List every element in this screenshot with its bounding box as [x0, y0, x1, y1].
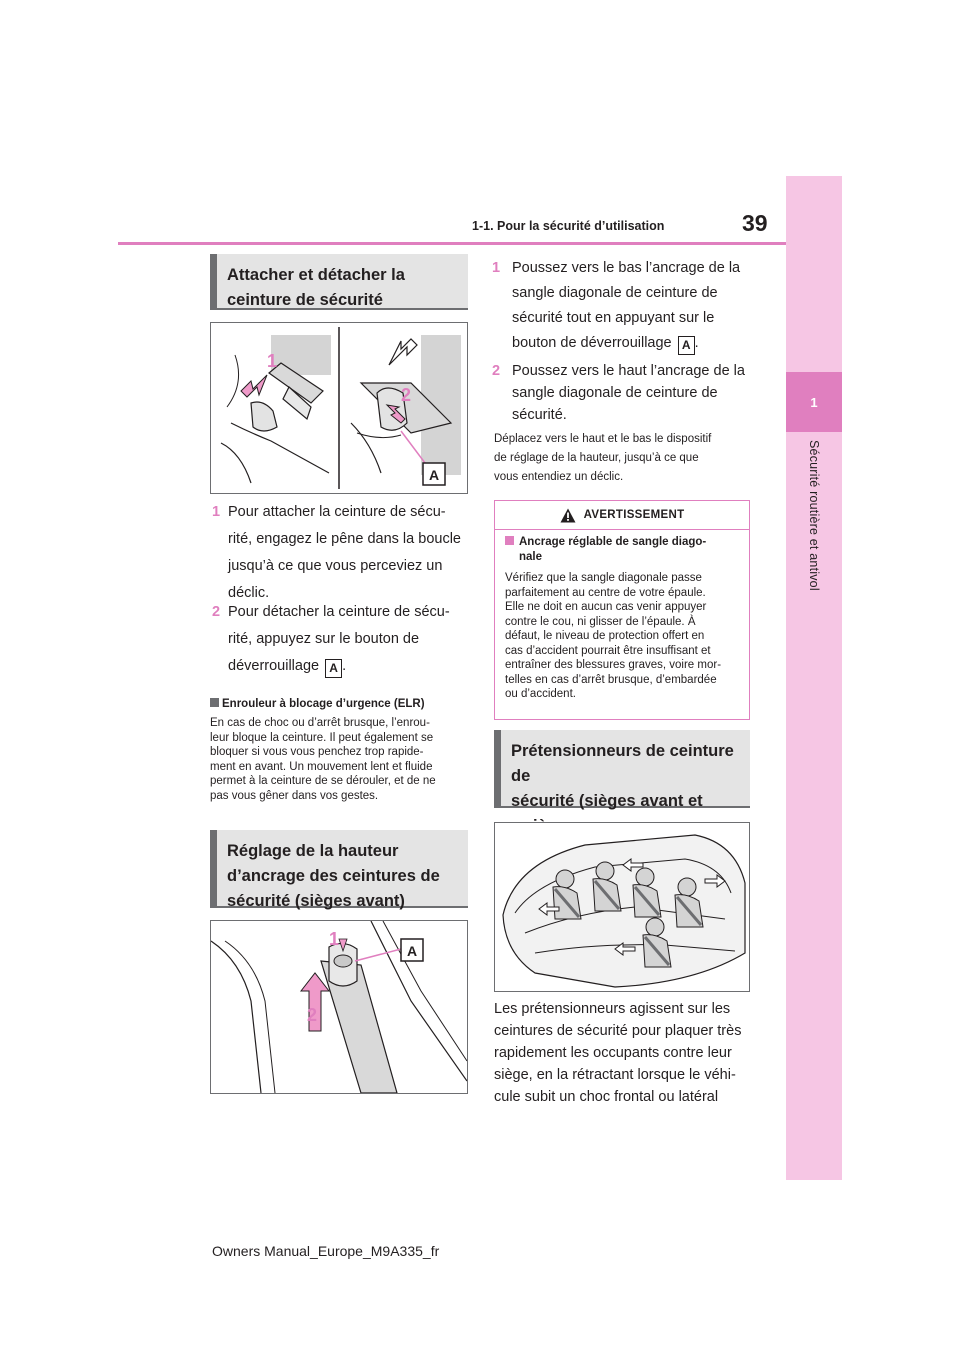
warning-line: cas d’accident pourrait être insuffisant et: [505, 644, 711, 657]
right-step-2-line1: Poussez vers le haut l’ancrage de la: [512, 363, 745, 379]
left-step-2-line3-end: .: [342, 658, 347, 674]
release-button-a-label: A: [325, 659, 342, 678]
right-step-1-line2: sangle diagonale de ceinture de: [512, 285, 718, 301]
right-step-2-line2: sangle diagonale de ceinture de: [512, 385, 718, 401]
right-step-1-line4-wrap: [494, 331, 762, 356]
right-step-1-line4-end: .: [694, 335, 699, 351]
body-line: rapidement les occupants contre leur: [494, 1045, 732, 1061]
square-bullet-icon: [505, 536, 514, 545]
warning-line: entraîner des blessures graves, voire mor-: [505, 659, 722, 671]
body-line: siège, en la rétractant lorsque le véhi-: [494, 1067, 736, 1083]
note-line: de réglage de la hauteur, jusqu’à ce que: [494, 452, 699, 464]
chapter-side-tab: [786, 176, 842, 1180]
elr-line: ment en avant. Un mouvement lent et fluide: [210, 760, 433, 773]
right-step-1: [494, 256, 762, 356]
right-step-2: [494, 360, 762, 426]
warning-header: [495, 501, 749, 530]
figure-car-occupants: [494, 822, 750, 992]
left-step-2-line1: Pour détacher la ceinture de sécu-: [228, 604, 450, 620]
body-line: Les prétensionneurs agissent sur les: [494, 1001, 731, 1017]
warning-box: [494, 500, 750, 720]
warning-subtitle-line2: nale: [519, 551, 543, 563]
right-step-1-line3: sécurité tout en appuyant sur le: [512, 310, 715, 326]
elr-line: leur bloque la ceinture. Il peut également se: [210, 731, 434, 744]
heading-height-adjust-line: Réglage de la hauteur: [227, 842, 399, 860]
figure-buckle: [210, 322, 468, 494]
warning-line: Vérifiez que la sangle diagonale passe: [505, 572, 702, 584]
right-step-2-line3: sécurité.: [512, 407, 567, 423]
square-bullet-icon: [210, 698, 219, 707]
section-title: 1-1. Pour la sécurité d’utilisation: [472, 219, 665, 233]
page-number: 39: [742, 210, 768, 236]
chapter-title: Sécurité routière et antivol: [807, 440, 821, 591]
right-step-1-line1: Poussez vers le bas l’ancrage de la: [512, 260, 741, 276]
figure-anchor-height: [210, 920, 468, 1094]
left-step-1-line3: jusqu’à ce que vous perceviez un: [228, 558, 443, 574]
fig1-label-2: 2: [401, 385, 412, 405]
elr-line: permet à la ceinture de se dérouler, et de ne: [210, 775, 436, 787]
footer-doc-id: Owners Manual_Europe_M9A335_fr: [212, 1243, 440, 1259]
fig2-label-a: A: [406, 943, 418, 959]
car-cutaway-illustration: [495, 823, 749, 991]
left-step-2-number: 2: [212, 604, 221, 620]
chapter-number-tab[interactable]: 1: [786, 372, 842, 432]
body-line: ceintures de sécurité pour plaquer très: [494, 1023, 742, 1039]
fig1-label-1: 1: [267, 351, 278, 371]
warning-body: [505, 571, 741, 702]
heading-attach-detach-text: Attacher et détacher la ceinture de sécurité: [227, 266, 405, 309]
elr-line: bloquer si vous vous penchez trop rapide-: [210, 746, 424, 758]
warning-triangle-icon: [560, 508, 576, 523]
fig2-label-2: 2: [307, 1005, 318, 1025]
heading-pretensioners-line: sécurité (sièges avant et: [511, 792, 703, 810]
left-step-2-line3-wrap: [212, 653, 472, 680]
left-step-1-number: 1: [212, 504, 221, 520]
right-step-1-number: 1: [492, 260, 501, 276]
warning-line: ou d’accident.: [505, 688, 576, 700]
left-step-1: [212, 499, 472, 607]
left-step-2-line2: rité, appuyez sur le bouton de: [228, 631, 420, 647]
elr-text: [210, 716, 474, 803]
fig2-label-1: 1: [329, 929, 340, 949]
heading-height-adjust-line: d’ancrage des ceintures de: [227, 867, 440, 885]
warning-title: AVERTISSEMENT: [583, 509, 685, 521]
right-step-1-line4: bouton de déverrouillage: [512, 335, 672, 351]
left-step-2: [212, 599, 472, 680]
note-line: vous entendiez un déclic.: [494, 471, 624, 483]
warning-subtitle-line1: Ancrage réglable de sangle diago-: [519, 536, 707, 548]
heading-height-adjust: [210, 830, 468, 908]
warning-line: contre le cou, ni glisser de l’épaule. À: [505, 615, 696, 628]
elr-line: En cas de choc ou d’arrêt brusque, l’enrou-: [210, 717, 430, 729]
warning-subtitle: [505, 535, 741, 565]
height-adjust-note: [494, 430, 764, 487]
elr-title: Enrouleur à blocage d’urgence (ELR): [222, 698, 425, 710]
elr-line: pas vous gêner dans vos gestes.: [210, 789, 379, 802]
chapter-title-vertical: [786, 440, 842, 640]
heading-attach-detach: [210, 254, 468, 310]
left-step-1-line4: déclic.: [228, 585, 270, 601]
buckle-illustration: [211, 323, 467, 493]
warning-line: parfaitement au centre de votre épaule.: [505, 586, 706, 599]
warning-line: défaut, le niveau de protection offert en: [505, 630, 705, 642]
anchor-illustration: [211, 921, 467, 1093]
note-line: Déplacez vers le haut et le bas le dispositif: [494, 433, 712, 445]
left-step-2-line3: déverrouillage: [228, 658, 320, 674]
left-step-1-line1: Pour attacher la ceinture de sécu-: [228, 504, 446, 520]
heading-pretensioners-line: Prétensionneurs de ceinture de: [511, 742, 734, 785]
warning-line: telles en cas d’arrêt brusque, d’embardée: [505, 673, 717, 686]
heading-height-adjust-line: sécurité (sièges avant): [227, 892, 405, 910]
heading-pretensioners: [494, 730, 750, 808]
elr-title-row: [210, 697, 472, 712]
pretensioner-body: [494, 998, 762, 1108]
body-line: cule subit un choc frontal ou latéral: [494, 1089, 719, 1105]
header-rule: [118, 242, 786, 245]
release-button-a-label: A: [678, 336, 695, 355]
right-step-2-number: 2: [492, 363, 501, 379]
left-step-1-line2: rité, engagez le pêne dans la boucle: [228, 531, 461, 547]
fig1-label-a: A: [428, 467, 440, 483]
warning-line: Elle ne doit en aucun cas venir appuyer: [505, 601, 707, 613]
